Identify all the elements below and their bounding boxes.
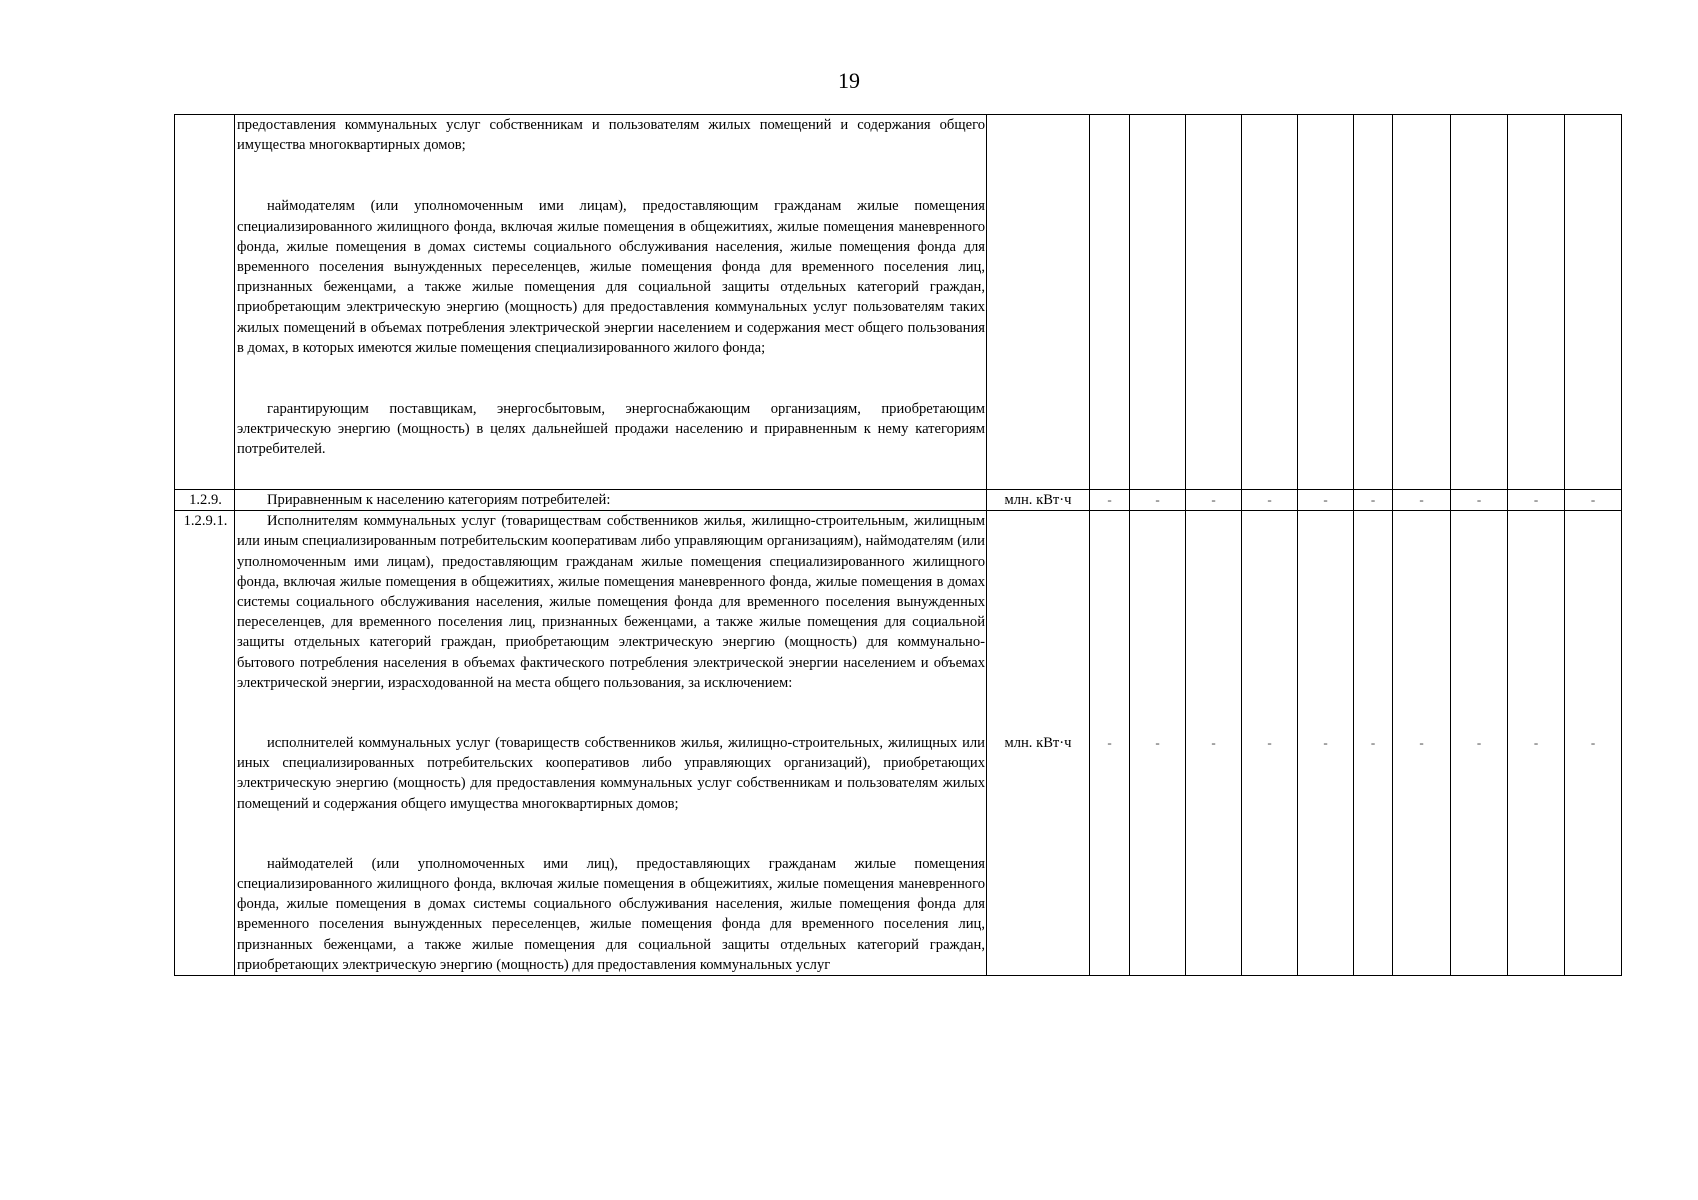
page-number: 19 xyxy=(838,68,860,93)
value-cell: - xyxy=(1298,511,1354,976)
value-cell: - xyxy=(1130,511,1186,976)
paragraph: наймодателям (или уполномоченным ими лицам), предоставляющим гражданам жилые помещения специализированного жилищного фонда, включая жилые помещения в общежитиях, жилые помещения маневренного фонда, жилые помещения в домах системы социального обслуживания населения, жилые помещения фонда для временного поселения вынужденных переселенцев, жилые помещения фонда для временного поселения лиц, признанных беженцами, а также жилые помещения для социальной защиты отдельных категорий граждан, приобретающим электрическую энергию (мощность) для предоставления коммунальных услуг пользователям таких жилых помещений в объемах потребления электрической энергии населением и содержания мест общего пользования в домах, в которых имеются жилые помещения специализированного жилого фонда; xyxy=(237,198,985,356)
value-cell: - xyxy=(1451,511,1508,976)
value-cell: - xyxy=(1130,490,1186,511)
value-cell: - xyxy=(1508,490,1565,511)
row-number: 1.2.9. xyxy=(175,490,235,511)
value-cell xyxy=(1354,115,1393,490)
value-cell: - xyxy=(1393,511,1451,976)
value-cell xyxy=(1298,115,1354,490)
value-cell: - xyxy=(1565,490,1622,511)
value-cell: - xyxy=(1186,511,1242,976)
paragraph: гарантирующим поставщикам, энергосбытовым, энергоснабжающим организациям, приобретающим электрическую энергию (мощность) в целях дальнейшей продажи населению и приравненным к нему категориям потребителей. xyxy=(237,401,985,458)
table-row xyxy=(175,511,1622,976)
row-description xyxy=(235,511,987,976)
row-description xyxy=(235,490,987,511)
value-cell: - xyxy=(1393,490,1451,511)
value-cell xyxy=(1186,115,1242,490)
table-row xyxy=(175,490,1622,511)
value-cell xyxy=(1242,115,1298,490)
value-cell xyxy=(1130,115,1186,490)
paragraph: наймодателей (или уполномоченных ими лиц), предоставляющих гражданам жилые помещения специализированного жилищного фонда, включая жилые помещения в общежитиях, жилые помещения маневренного фонда, жилые помещения в домах системы социального обслуживания населения, жилые помещения фонда для временного поселения вынужденных переселенцев, жилые помещения фонда для временного поселения лиц, признанных беженцами, а также жилые помещения для социальной защиты отдельных категорий граждан, приобретающих электрическую энергию (мощность) для предоставления коммунальных услуг xyxy=(237,855,985,973)
paragraph: Исполнителям коммунальных услуг (товариществам собственников жилья, жилищно-строительным, жилищным или иным специализированным потребительским кооперативам либо управляющим организациям), наймодателям (или уполномоченным ими лицам), предоставляющим гражданам жилые помещения специализированного жилищного фонда, включая жилые помещения в общежитиях, жилые помещения маневренного фонда, жилые помещения в домах системы социального обслуживания населения, жилые помещения фонда для временного поселения вынужденных переселенцев, для временного поселения лиц, признанных беженцами, а также жилые помещения для социальной защиты отдельных категорий граждан, приобретающим электрическую энергию (мощность) для коммунально-бытового потребления населения в объемах фактического потребления электрической энергии населением и объемах электрической энергии, израсходованной на места общего пользования, за исключением: xyxy=(237,513,985,691)
data-table xyxy=(174,114,1622,976)
table-row xyxy=(175,115,1622,490)
value-cell xyxy=(1451,115,1508,490)
unit-cell: млн. кВт·ч xyxy=(987,490,1090,511)
paragraph: исполнителей коммунальных услуг (товариществ собственников жилья, жилищно-строительных, жилищных или иных специализированных потребительских кооперативов либо управляющих организаций), приобретающих электрическую энергию (мощность) для предоставления коммунальных услуг собственникам и пользователям жилых помещений и содержания общего имущества многоквартирных домов; xyxy=(237,735,985,812)
unit-cell: млн. кВт·ч xyxy=(987,511,1090,976)
value-cell: - xyxy=(1354,490,1393,511)
paragraph: предоставления коммунальных услуг собственникам и пользователям жилых помещений и содержания общего имущества многоквартирных домов; xyxy=(237,117,985,154)
paragraph: Приравненным к населению категориям потребителей: xyxy=(267,492,611,508)
value-cell: - xyxy=(1565,511,1622,976)
value-cell: - xyxy=(1242,511,1298,976)
value-cell: - xyxy=(1090,511,1130,976)
row-number xyxy=(175,115,235,490)
value-cell: - xyxy=(1508,511,1565,976)
value-cell xyxy=(1393,115,1451,490)
value-cell: - xyxy=(1451,490,1508,511)
value-cell: - xyxy=(1090,490,1130,511)
row-description xyxy=(235,115,987,490)
unit-cell xyxy=(987,115,1090,490)
value-cell xyxy=(1090,115,1130,490)
value-cell: - xyxy=(1242,490,1298,511)
row-number: 1.2.9.1. xyxy=(175,511,235,976)
value-cell xyxy=(1508,115,1565,490)
value-cell: - xyxy=(1354,511,1393,976)
value-cell xyxy=(1565,115,1622,490)
value-cell: - xyxy=(1298,490,1354,511)
value-cell: - xyxy=(1186,490,1242,511)
